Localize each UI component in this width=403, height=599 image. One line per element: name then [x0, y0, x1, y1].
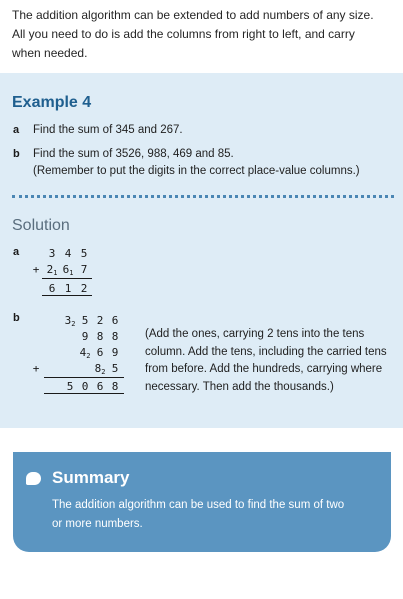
carry-digit: 2	[86, 352, 91, 360]
digit: 6	[96, 346, 104, 359]
question-b-text	[33, 146, 360, 180]
question-a-letter: a	[13, 124, 20, 136]
carry-digit: 1	[53, 269, 58, 277]
digit: 5	[80, 247, 88, 260]
solution-title: Solution	[12, 217, 70, 234]
carry-digit: 1	[69, 269, 74, 277]
section-divider	[12, 195, 394, 198]
result-digit: 6	[48, 282, 56, 295]
digit: 6	[111, 314, 119, 327]
plus-sign: +	[32, 362, 40, 375]
digit: 2	[46, 263, 54, 276]
summary-text	[52, 496, 372, 534]
result-digit: 2	[80, 282, 88, 295]
intro-line: when needed.	[12, 46, 88, 60]
digit: 8	[111, 330, 119, 343]
explanation-line: column. Add the tens, including the carried tens	[145, 345, 387, 358]
sum-line	[44, 377, 124, 378]
digit: 2	[96, 314, 104, 327]
question-b-letter: b	[13, 148, 20, 160]
explanation-line: (Add the ones, carrying 2 tens into the tens	[145, 328, 365, 340]
digit: 4	[79, 346, 87, 359]
digit: 3	[64, 314, 72, 327]
sum-line	[42, 295, 92, 296]
sum-line	[44, 393, 124, 394]
carry-digit: 2	[71, 320, 76, 328]
digit-with-carry	[46, 263, 58, 276]
digit: 4	[64, 247, 72, 260]
carry-digit: 2	[101, 368, 106, 376]
digit: 8	[96, 330, 104, 343]
sum-line	[42, 278, 92, 279]
summary-line: The addition algorithm can be used to find the sum of two	[52, 499, 345, 511]
digit-with-carry	[94, 362, 106, 375]
digit: 6	[62, 263, 70, 276]
question-b-note: (Remember to put the digits in the correct place-value columns.)	[33, 165, 360, 177]
digit: 5	[81, 314, 89, 327]
digit-with-carry	[79, 346, 91, 359]
digit: 8	[94, 362, 102, 375]
digit: 7	[80, 263, 88, 276]
solution-a-letter: a	[13, 246, 20, 258]
digit-with-carry	[62, 263, 74, 276]
example-title: Example 4	[12, 94, 92, 111]
summary-line: or more numbers.	[52, 518, 143, 530]
result-digit: 5	[66, 380, 74, 393]
result-digit: 1	[64, 282, 72, 295]
result-digit: 8	[111, 380, 119, 393]
intro-line: The addition algorithm can be extended to add numbers of any size.	[12, 8, 374, 22]
speech-bubble-icon	[26, 472, 41, 485]
explanation-line: necessary. Then add the thousands.)	[145, 380, 334, 393]
digit: 9	[111, 346, 119, 359]
digit: 5	[111, 362, 119, 375]
digit-with-carry	[64, 314, 76, 327]
digit: 9	[81, 330, 89, 343]
digit: 3	[48, 247, 56, 260]
plus-sign: +	[32, 263, 40, 276]
solution-b-explanation	[145, 326, 395, 396]
intro-line: All you need to do is add the columns from right to left, and carry	[12, 27, 355, 41]
summary-title: Summary	[52, 468, 130, 487]
intro-paragraph	[12, 6, 392, 63]
question-b-line: Find the sum of 3526, 988, 469 and 85.	[33, 148, 234, 160]
question-a-text: Find the sum of 345 and 267.	[33, 124, 183, 136]
solution-b-letter: b	[13, 312, 20, 324]
result-digit: 0	[81, 380, 89, 393]
explanation-line: from before. Add the hundreds, carrying where	[145, 363, 383, 375]
result-digit: 6	[96, 380, 104, 393]
